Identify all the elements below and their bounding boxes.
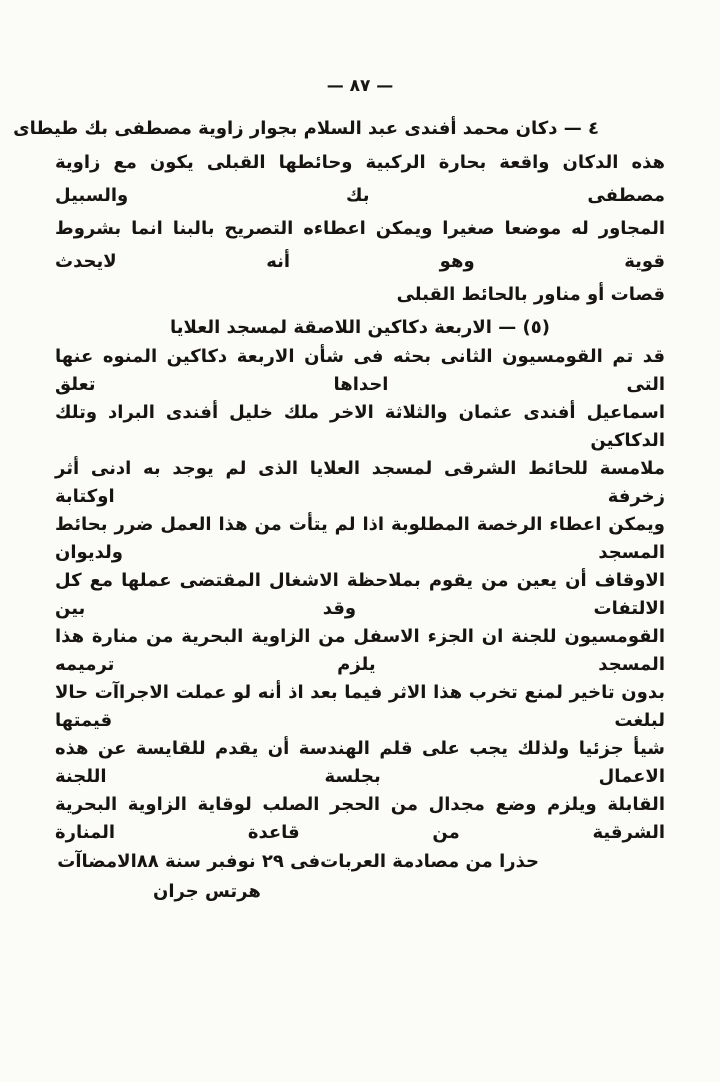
- item-5-paragraph: [55, 343, 665, 847]
- date-text: فى ٢٩ نوفبر سنة ٨٨: [136, 851, 321, 872]
- paragraph-end-text: حذرا من مصادمة العربات: [320, 851, 539, 872]
- text-line: ويمكن اعطاء الرخصة المطلوبة اذا لم يتأت من هذا العمل ضرر بحائط المسجد ولديوان: [55, 514, 665, 563]
- text-line: قصات أو مناور بالحائط القبلى: [396, 284, 665, 305]
- item-4-paragraph: [55, 146, 665, 311]
- signature-names: هرتس جران: [153, 881, 261, 902]
- page-content: [13, 112, 665, 907]
- signatures-label: الامضاآت: [57, 851, 137, 872]
- page-number: — ٨٧ —: [326, 76, 394, 96]
- text-line: القابلة ويلزم وضع مجدال من الحجر الصلب لوقاية الزاوية البحرية الشرقية من قاعدة المنارة: [55, 794, 665, 843]
- closing-line: [55, 847, 665, 876]
- item-4-heading: ٤ — دكان محمد أفندى عبد السلام بجوار زاوية مصطفى بك طيطاى: [13, 118, 599, 139]
- text-line: الاوقاف أن يعين من يقوم بملاحظة الاشغال المقتضى عملها مع كل الالتفات وقد بين: [55, 570, 665, 619]
- text-line: بدون تاخير لمنع تخرب هذا الاثر فيما بعد اذ أنه لو عملت الاجراآت حالا لبلغت قيمتها: [55, 682, 665, 731]
- text-line: القومسيون للجنة ان الجزء الاسفل من الزاوية البحرية من منارة هذا المسجد يلزم ترميمه: [55, 626, 665, 675]
- item-5-heading: (٥) — الاربعة دكاكين اللاصقة لمسجد العلايا: [170, 317, 550, 338]
- text-line: ملامسة للحائط الشرقى لمسجد العلايا الذى لم يوجد به ادنى أثر زخرفة اوكتابة: [55, 458, 665, 507]
- text-line: اسماعيل أفندى عثمان والثلاثة الاخر ملك خليل أفندى البراد وتلك الدكاكين: [55, 402, 665, 451]
- text-line: المجاور له موضعا صغيرا ويمكن اعطاءه التصريح بالبنا انما بشروط قوية وهو أنه لايحدث: [55, 218, 665, 272]
- text-line: هذه الدكان واقعة بحارة الركبية وحائطها القبلى يكون مع زاوية مصطفى بك والسبيل: [55, 152, 665, 206]
- text-line: قد تم القومسيون الثانى بحثه فى شأن الاربعة دكاكين المنوه عنها التى احداها تعلق: [55, 346, 665, 395]
- text-line: شيأ جزئيا ولذلك يجب على قلم الهندسة أن يقدم للقايسة عن هذه الاعمال بجلسة اللجنة: [55, 738, 665, 787]
